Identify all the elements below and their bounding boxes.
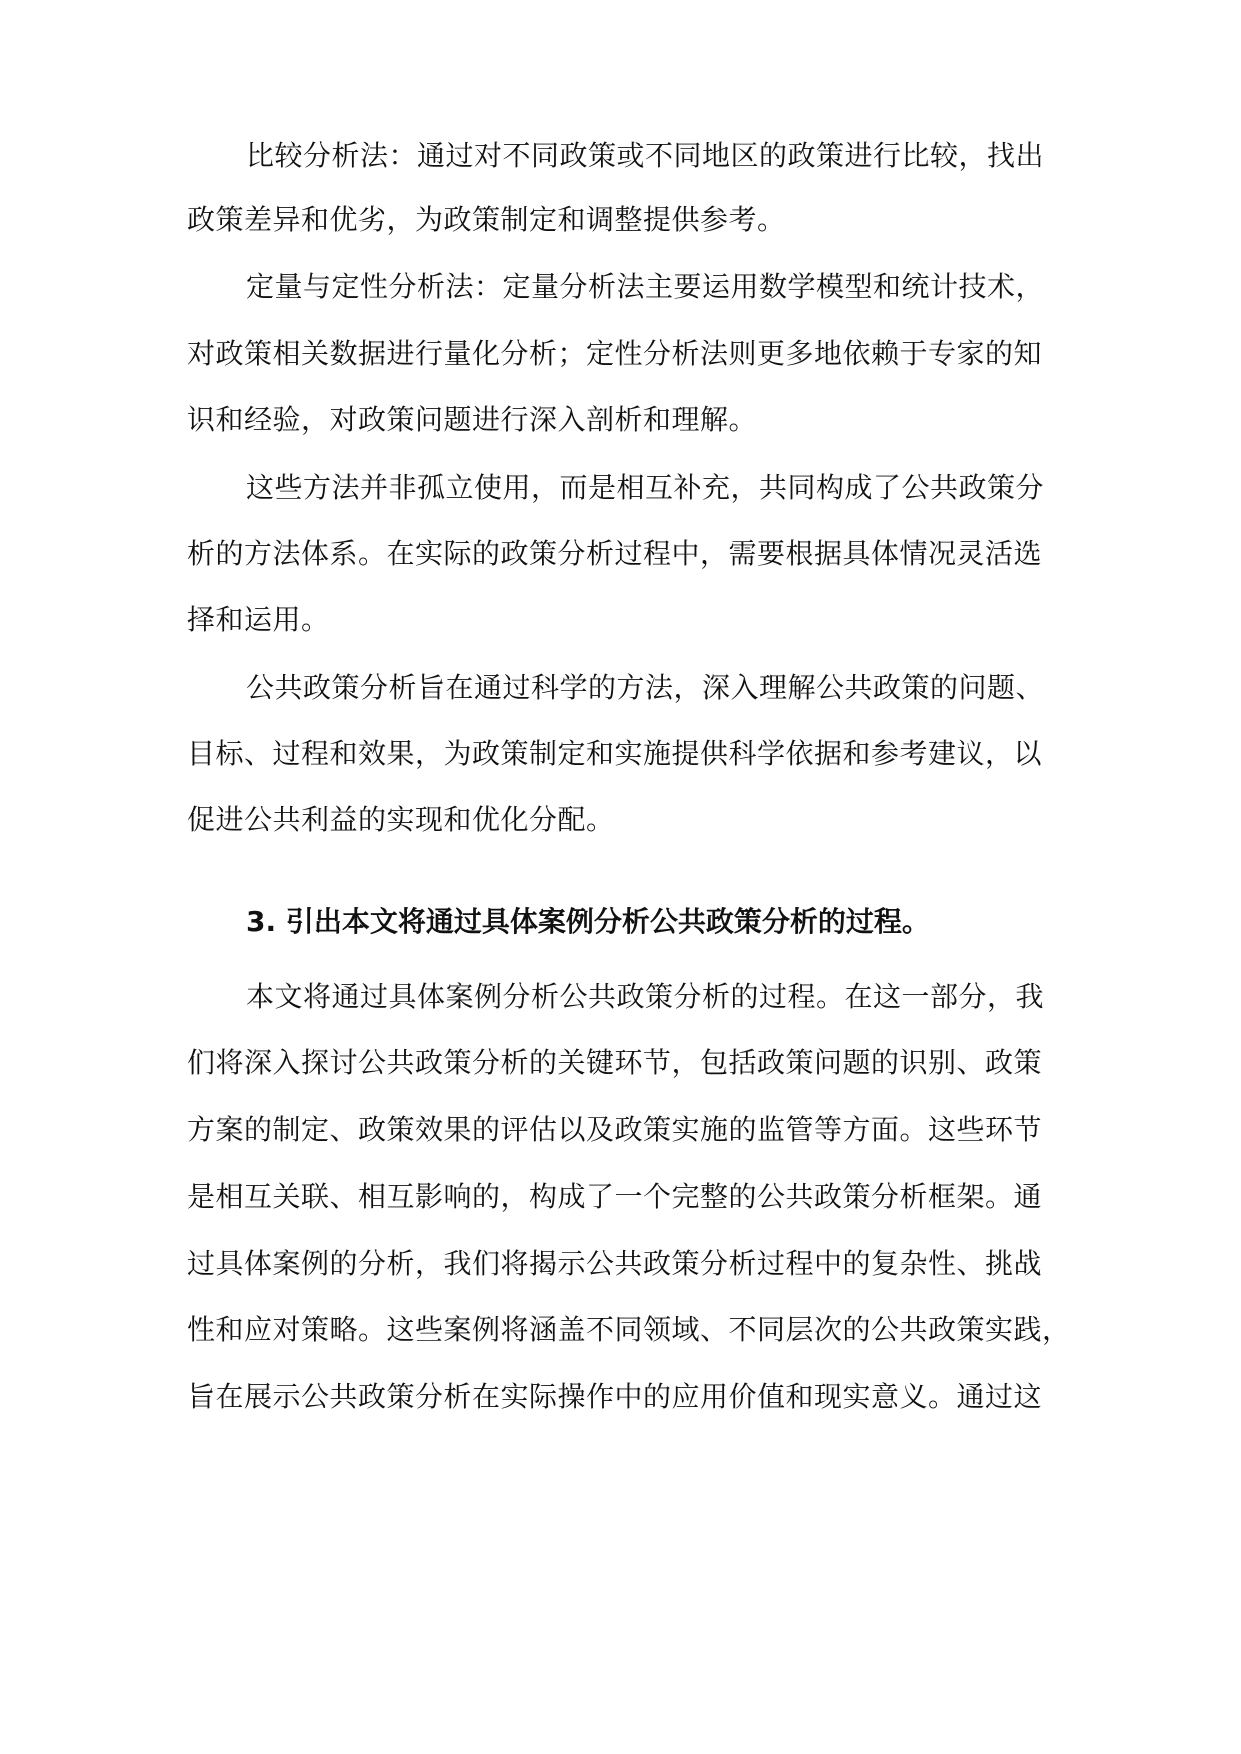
paragraph-2-line-1: 定量与定性分析法：定量分析法主要运用数学模型和统计技术，: [246, 270, 1045, 303]
paragraph-4-line-1: 公共政策分析旨在通过科学的方法，深入理解公共政策的问题、: [246, 671, 1045, 704]
paragraph-5-line-1: 本文将通过具体案例分析公共政策分析的过程。在这一部分，我: [246, 980, 1045, 1013]
paragraph-5-line-6: 性和应对策略。这些案例将涵盖不同领域、不同层次的公共政策实践，: [187, 1313, 1071, 1346]
paragraph-3-line-1: 这些方法并非孤立使用，而是相互补充，共同构成了公共政策分: [246, 471, 1045, 504]
paragraph-2-line-3: 识和经验，对政策问题进行深入剖析和理解。: [187, 403, 758, 436]
paragraph-5-line-5: 过具体案例的分析，我们将揭示公共政策分析过程中的复杂性、挑战: [187, 1247, 1043, 1280]
section-heading: 3. 引出本文将通过具体案例分析公共政策分析的过程。: [246, 905, 930, 938]
paragraph-1-line-1: 比较分析法：通过对不同政策或不同地区的政策进行比较，找出: [246, 139, 1045, 172]
paragraph-5-line-3: 方案的制定、政策效果的评估以及政策实施的监管等方面。这些环节: [187, 1113, 1043, 1146]
paragraph-2-line-2: 对政策相关数据进行量化分析；定性分析法则更多地依赖于专家的知: [187, 337, 1043, 370]
paragraph-5-line-2: 们将深入探讨公共政策分析的关键环节，包括政策问题的识别、政策: [187, 1046, 1043, 1079]
paragraph-4-line-2: 目标、过程和效果，为政策制定和实施提供科学依据和参考建议，以: [187, 737, 1043, 770]
paragraph-5-line-4: 是相互关联、相互影响的，构成了一个完整的公共政策分析框架。通: [187, 1180, 1043, 1213]
paragraph-1-line-2: 政策差异和优劣，为政策制定和调整提供参考。: [187, 203, 786, 236]
paragraph-3-line-2: 析的方法体系。在实际的政策分析过程中，需要根据具体情况灵活选: [187, 537, 1043, 570]
paragraph-3-line-3: 择和运用。: [187, 603, 330, 636]
paragraph-4-line-3: 促进公共利益的实现和优化分配。: [187, 803, 615, 836]
paragraph-5-line-7: 旨在展示公共政策分析在实际操作中的应用价值和现实意义。通过这: [187, 1380, 1043, 1413]
